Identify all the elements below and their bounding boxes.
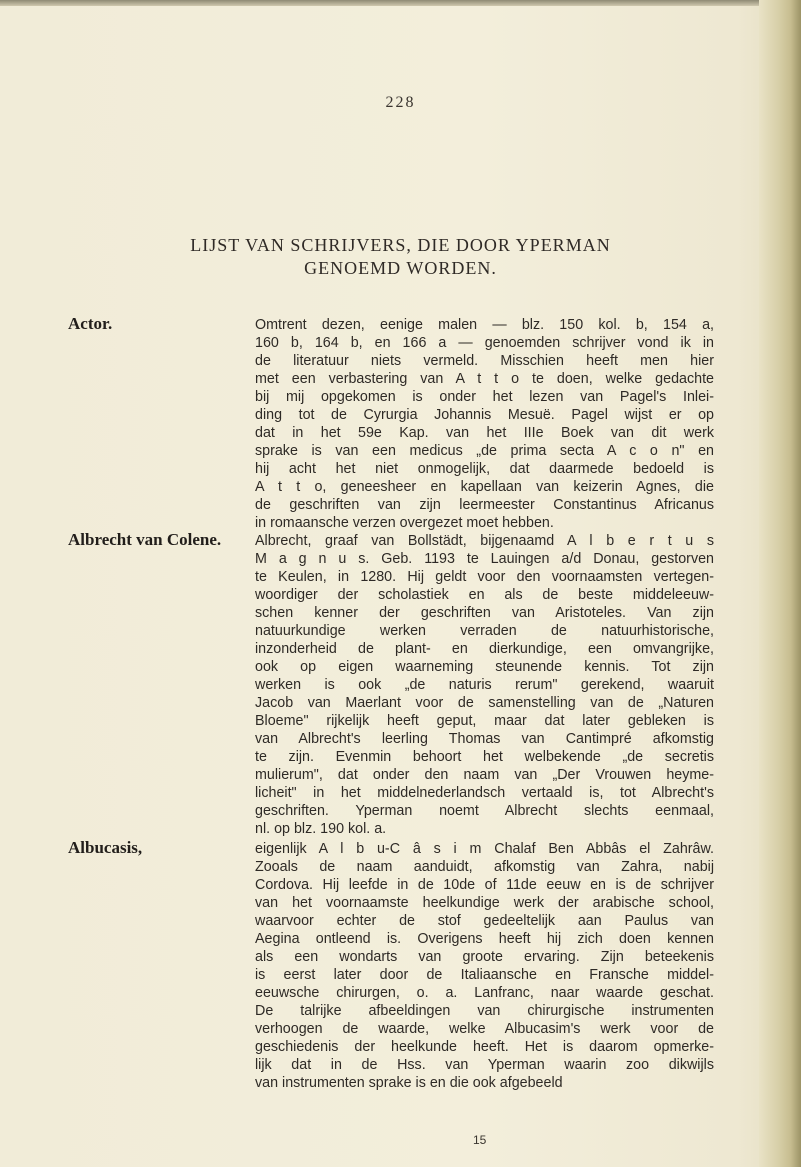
entry-text-line: ding tot de Cyrurgia Johannis Mesuë. Pagel wijst er op [255, 407, 714, 423]
entry-text-line: schen kenner der geschriften van Aristoteles. Van zijn [255, 605, 714, 621]
entry-text-line: Aegina ontleend is. Overigens heeft hij zich doen kennen [255, 931, 714, 947]
entry-text-line: A t t o, geneesheer en kapellaan van keizerin Agnes, die [255, 479, 714, 495]
entry-text-line: hij acht het niet onmogelijk, dat daarmede bedoeld is [255, 461, 714, 477]
entry-text-line: lijk dat in de Hss. van Yperman waarin zoo dikwijls [255, 1057, 714, 1073]
page-title-line-2: GENOEMD WORDEN. [304, 258, 497, 278]
page-top-edge [0, 0, 801, 6]
entry-text-line: eeuwsche chirurgen, o. a. Lanfranc, naar waarde geschat. [255, 985, 714, 1001]
entry-text-line: in romaansche verzen overgezet moet hebben. [255, 515, 554, 531]
entry-head: Actor. [68, 314, 113, 333]
entry-text-line: bij mij opgekomen is onder het lezen van Pagel's Inlei- [255, 389, 714, 405]
entry-text-line: sprake is van een medicus „de prima secta A c o n" en [255, 443, 714, 459]
entry-text-line: geschriften. Yperman noemt Albrecht slechts eenmaal, [255, 803, 714, 819]
page-number: 228 [385, 94, 416, 111]
entry-text-line: ook op eigen waarneming steunende kennis. Tot zijn [255, 659, 714, 675]
entry-text-line: 160 b, 164 b, en 166 a — genoemden schrijver vond ik in [255, 335, 714, 351]
entry-text-line: Albrecht, graaf van Bollstädt, bijgenaamd A l b e r t u s [255, 533, 714, 549]
signature-mark: 15 [473, 1133, 487, 1147]
entry-text-line: van Albrecht's leerling Thomas van Cantimpré afkomstig [255, 731, 714, 747]
entry-text-line: Bloeme" rijkelijk heeft geput, maar dat later gebleken is [255, 713, 714, 729]
entry-text-line: met een verbastering van A t t o te doen, welke gedachte [255, 371, 714, 387]
entry-head: Albucasis, [68, 838, 143, 857]
entry-text-line: mulierum", dat onder den naam van „Der Vrouwen heyme- [255, 767, 714, 783]
entry-text-line: verhoogen de waarde, welke Albucasim's werk voor de [255, 1021, 714, 1037]
entry-head: Albrecht van Colene. [68, 530, 222, 549]
entry-text-line: werken is ook „de naturis rerum" gerekend, waaruit [255, 677, 714, 693]
entry-text-line: van instrumenten sprake is en die ook afgebeeld [255, 1075, 563, 1091]
entry-text-line: woordiger der scholastiek en als de beste middeleeuw- [255, 587, 714, 603]
entry-text-line: geschiedenis der heelkunde heeft. Het is daarom opmerke- [255, 1039, 714, 1055]
entry-text-line: te zijn. Evenmin behoort het welbekende „de secretis [255, 749, 714, 765]
entry-text-line: te Keulen, in 1280. Hij geldt voor den voornaamsten vertegen- [255, 569, 714, 585]
page-binding-edge [759, 0, 801, 1167]
entry-text-line: de geschriften van zijn leermeester Constantinus Africanus [255, 497, 714, 513]
entry-text-line: Cordova. Hij leefde in de 10de of 11de eeuw en is de schrijver [255, 877, 714, 893]
entry-text-line: natuurkundige werken verraden de natuurhistorische, [255, 623, 714, 639]
entry-text-line: als een wondarts van groote ervaring. Zijn beteekenis [255, 949, 714, 965]
entry-text-line: De talrijke afbeeldingen van chirurgische instrumenten [255, 1003, 714, 1019]
entry-text-line: nl. op blz. 190 kol. a. [255, 821, 387, 837]
entry-text-line: dat in het 59e Kap. van het IIIe Boek van dit werk [255, 425, 714, 441]
entry-text-line: inzonderheid de plant- en dierkundige, een omvangrijke, [255, 641, 714, 657]
page-title-line-1: LIJST VAN SCHRIJVERS, DIE DOOR YPERMAN [190, 235, 611, 255]
entry-text-line: Omtrent dezen, eenige malen — blz. 150 kol. b, 154 a, [255, 317, 714, 333]
entry-text-line: licheit" in het middelnederlandsch vertaald is, tot Albrecht's [255, 785, 714, 801]
entry-text-line: waarvoor echter de stof gedeeltelijk aan Paulus van [255, 913, 714, 929]
entry-text-line: Zooals de naam aanduidt, afkomstig van Zahra, nabij [255, 859, 714, 875]
entry-text-line: is eerst later door de Italiaansche en Fransche middel- [255, 967, 714, 983]
entry-text-line: van het voornaamste heelkundige werk der arabische school, [255, 895, 714, 911]
entry-text-line: Jacob van Maerlant voor de samenstelling van de „Naturen [255, 695, 714, 711]
entry-text-line: eigenlijk A l b u-C â s i m Chalaf Ben Abbâs el Zahrâw. [255, 841, 714, 857]
entry-text-line: M a g n u s. Geb. 1193 te Lauingen a/d Donau, gestorven [255, 551, 714, 567]
entry-text-line: de literatuur niets vermeld. Misschien heeft men hier [255, 353, 714, 369]
